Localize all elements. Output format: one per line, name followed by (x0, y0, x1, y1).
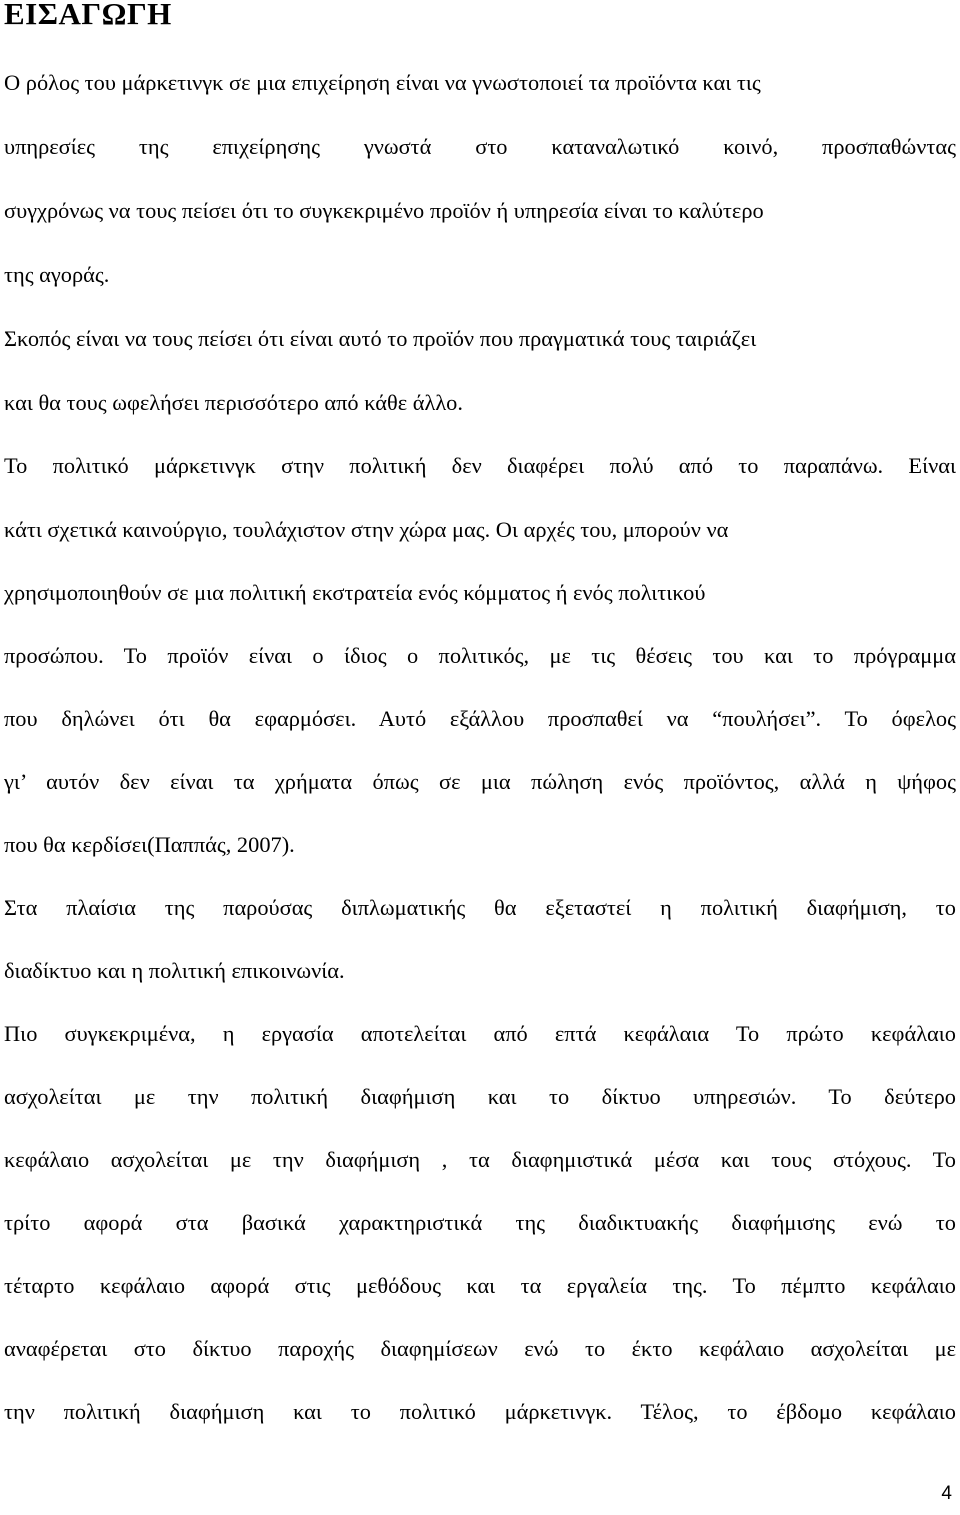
text-line-7: Το πολιτικό μάρκετινγκ στην πολιτική δεν διαφέρει πολύ από το παραπάνω. Είναι (4, 453, 956, 478)
text-line-1: Ο ρόλος του μάρκετινγκ σε μια επιχείρηση είναι να γνωστοποιεί τα προϊόντα και τις (4, 70, 761, 95)
text-line-9: χρησιμοποιηθούν σε μια πολιτική εκστρατεία ενός κόμματος ή ενός πολιτικού (4, 580, 706, 605)
section-heading: ΕΙΣΑΓΩΓΗ (4, 0, 172, 31)
text-line-10: προσώπου. Το προϊόν είναι ο ίδιος ο πολιτικός, με τις θέσεις του και το πρόγραμμα (4, 643, 956, 668)
text-line-20: τέταρτο κεφάλαιο αφορά στις μεθόδους και τα εργαλεία της. Το πέμπτο κεφάλαιο (4, 1273, 956, 1298)
text-line-22: την πολιτική διαφήμιση και το πολιτικό μάρκετινγκ. Τέλος, το έβδομο κεφάλαιο (4, 1399, 956, 1424)
text-line-6: και θα τους ωφελήσει περισσότερο από κάθε άλλο. (4, 390, 463, 415)
text-line-21: αναφέρεται στο δίκτυο παροχής διαφημίσεων ενώ το έκτο κεφάλαιο ασχολείται με (4, 1336, 956, 1361)
text-line-16: Πιο συγκεκριμένα, η εργασία αποτελείται από επτά κεφάλαια Το πρώτο κεφάλαιο (4, 1021, 956, 1046)
text-line-18: κεφάλαιο ασχολείται με την διαφήμιση , τα διαφημιστικά μέσα και τους στόχους. Το (4, 1147, 956, 1172)
text-line-4: της αγοράς. (4, 262, 110, 287)
text-line-8: κάτι σχετικά καινούργιο, τουλάχιστον στην χώρα μας. Οι αρχές του, μπορούν να (4, 517, 729, 542)
text-line-14: Στα πλαίσια της παρούσας διπλωματικής θα εξεταστεί η πολιτική διαφήμιση, το (4, 895, 956, 920)
text-line-3: συγχρόνως να τους πείσει ότι το συγκεκριμένο προϊόν ή υπηρεσία είναι το καλύτερο (4, 198, 764, 223)
text-line-2: υπηρεσίες της επιχείρησης γνωστά στο καταναλωτικό κοινό, προσπαθώντας (4, 134, 956, 159)
text-line-19: τρίτο αφορά στα βασικά χαρακτηριστικά της διαδικτυακής διαφήμισης ενώ το (4, 1210, 956, 1235)
text-line-13: που θα κερδίσει(Παππάς, 2007). (4, 832, 295, 857)
text-line-12: γι’ αυτόν δεν είναι τα χρήματα όπως σε μια πώληση ενός προϊόντος, αλλά η ψήφος (4, 769, 956, 794)
text-line-5: Σκοπός είναι να τους πείσει ότι είναι αυτό το προϊόν που πραγματικά τους ταιριάζει (4, 326, 757, 351)
page-number: 4 (941, 1483, 952, 1504)
text-line-15: διαδίκτυο και η πολιτική επικοινωνία. (4, 958, 345, 983)
text-line-11: που δηλώνει ότι θα εφαρμόσει. Αυτό εξάλλου προσπαθεί να “πουλήσει”. Το όφελος (4, 706, 956, 731)
text-line-17: ασχολείται με την πολιτική διαφήμιση και το δίκτυο υπηρεσιών. Το δεύτερο (4, 1084, 956, 1109)
